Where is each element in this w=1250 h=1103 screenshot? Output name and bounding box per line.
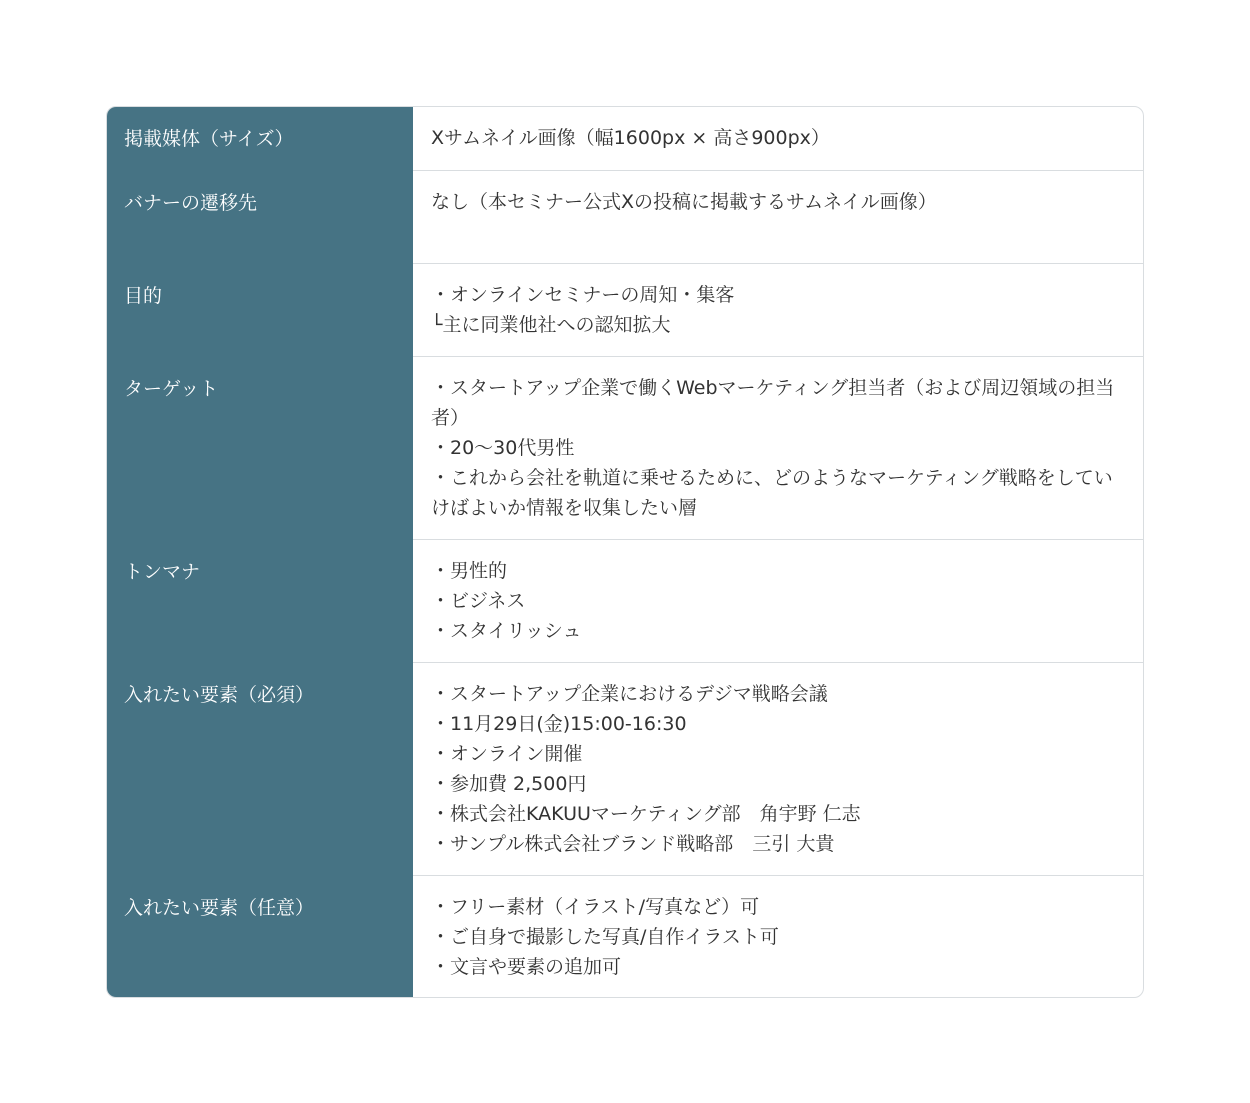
value-line: ・これから会社を軌道に乗せるために、どのようなマーケティング戦略をしていけばよいか情報を収集したい層 — [431, 467, 1113, 519]
row-value-media — [413, 107, 1143, 170]
value-line: ・スタートアップ企業で働くWebマーケティング担当者（および周辺領域の担当者） — [431, 377, 1115, 429]
value-line: ・株式会社KAKUUマーケティング部 角宇野 仁志 — [431, 803, 861, 825]
value-line: ・ご自身で撮影した写真/自作イラスト可 — [431, 926, 779, 948]
row-label-purpose: 目的 — [107, 263, 413, 356]
value-line: ・オンライン開催 — [431, 743, 583, 765]
row-label-required: 入れたい要素（必須） — [107, 662, 413, 875]
row-value-target — [413, 357, 1143, 539]
value-line: ・スタイリッシュ — [431, 620, 582, 642]
row-label-tone: トンマナ — [107, 539, 413, 662]
value-line: ・文言や要素の追加可 — [431, 956, 622, 978]
spec-table — [106, 106, 1144, 998]
table-row-target — [107, 356, 1143, 539]
table-row-optional — [107, 875, 1143, 997]
value-line: ・ビジネス — [431, 590, 526, 612]
row-value-required — [413, 663, 1143, 875]
table-row-required — [107, 662, 1143, 875]
row-value-destination — [413, 171, 1143, 263]
row-label-target: ターゲット — [107, 356, 413, 539]
row-label-destination: バナーの遷移先 — [107, 170, 413, 263]
value-line: ・11月29日(金)15:00-16:30 — [431, 713, 687, 735]
value-line: └主に同業他社への認知拡大 — [431, 314, 671, 336]
table-row-tone — [107, 539, 1143, 662]
table-row-media — [107, 107, 1143, 170]
row-value-purpose — [413, 264, 1143, 356]
table-row-destination — [107, 170, 1143, 263]
value-line: ・男性的 — [431, 560, 508, 582]
value-line: ・参加費 2,500円 — [431, 773, 587, 795]
value-line: なし（本セミナー公式Xの投稿に掲載するサムネイル画像） — [431, 191, 937, 213]
table-row-purpose — [107, 263, 1143, 356]
value-line: ・スタートアップ企業におけるデジマ戦略会議 — [431, 683, 828, 705]
value-line: ・フリー素材（イラスト/写真など）可 — [431, 896, 760, 918]
value-line: ・オンラインセミナーの周知・集客 — [431, 284, 735, 306]
value-line: ・20〜30代男性 — [431, 437, 575, 459]
row-label-media: 掲載媒体（サイズ） — [107, 107, 413, 170]
row-label-optional: 入れたい要素（任意） — [107, 875, 413, 997]
row-value-optional — [413, 876, 1143, 997]
row-value-tone — [413, 540, 1143, 662]
value-line: ・サンプル株式会社ブランド戦略部 三引 大貴 — [431, 833, 835, 855]
value-line: Xサムネイル画像（幅1600px × 高さ900px） — [431, 127, 830, 149]
